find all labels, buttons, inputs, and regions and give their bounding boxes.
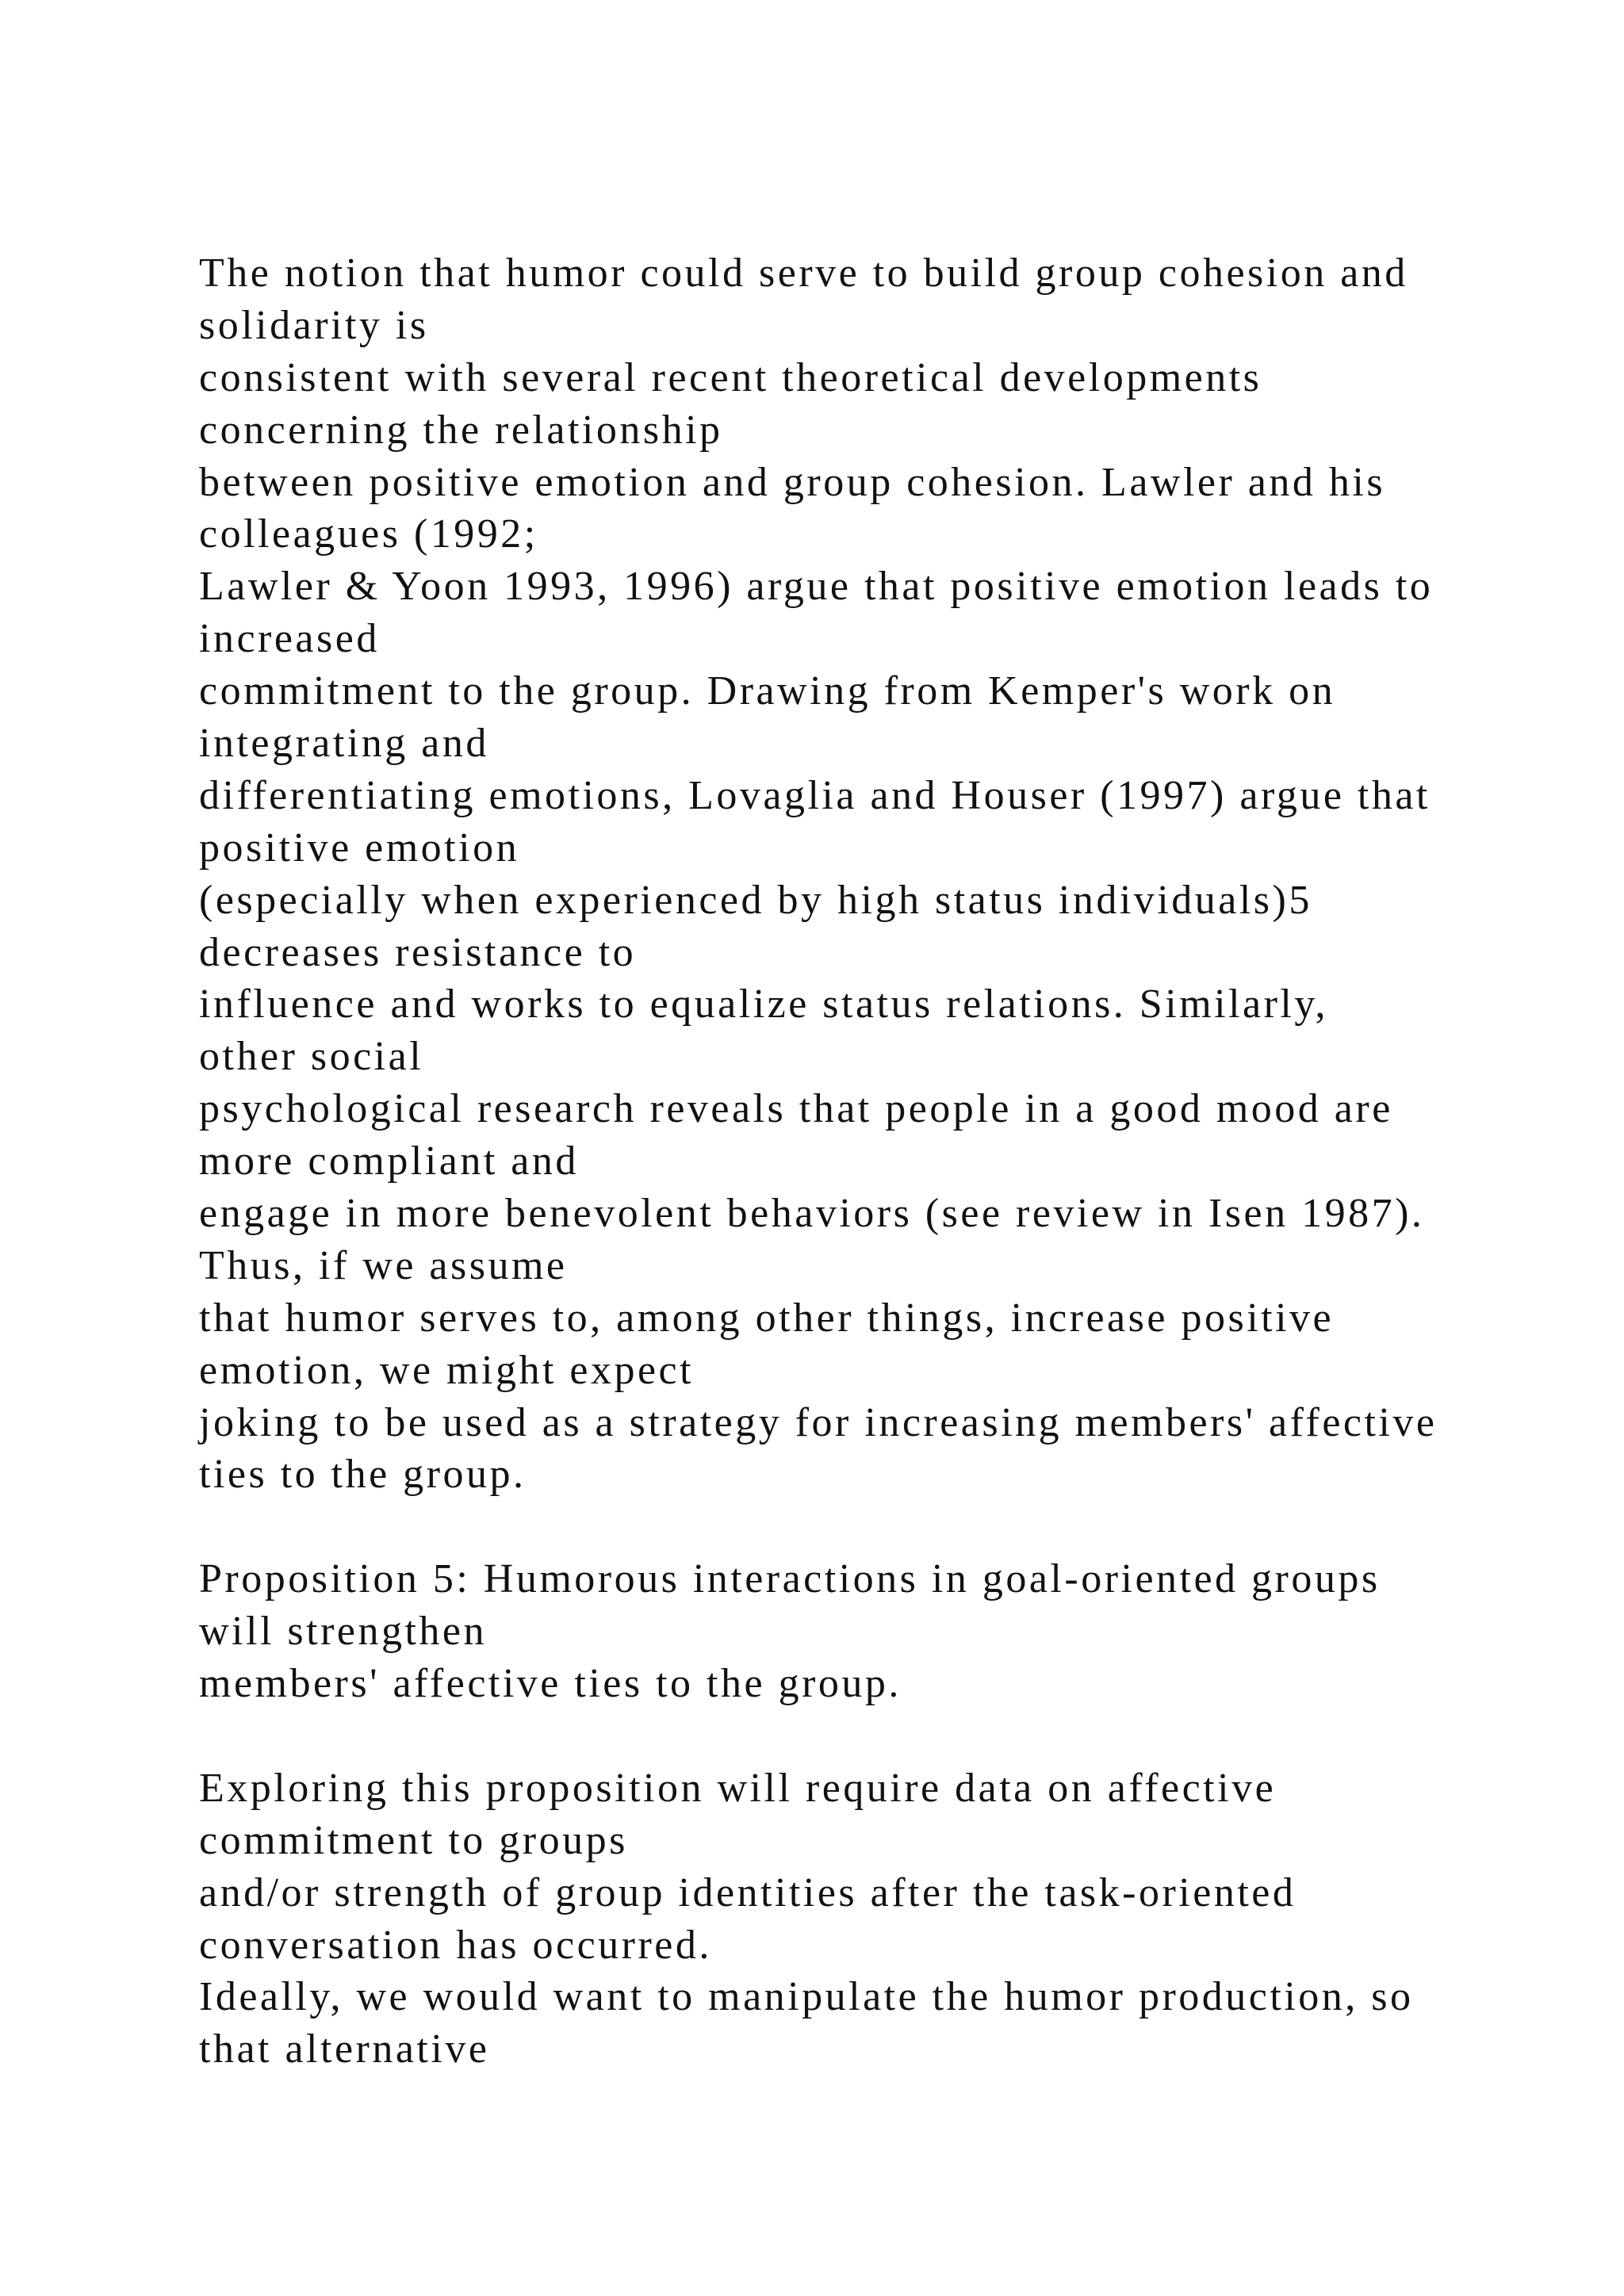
proposition-paragraph (199, 1553, 1547, 1710)
text-line: Lawler & Yoon 1993, 1996) argue that positive emotion leads to (199, 564, 1434, 610)
text-line: concerning the relationship (199, 407, 723, 453)
text-line: influence and works to equalize status relations. Similarly, (199, 982, 1328, 1027)
text-line: commitment to the group. Drawing from Kemper's work on (199, 668, 1336, 714)
text-line: increased (199, 616, 380, 662)
body-text (199, 247, 1547, 2128)
paragraph (199, 247, 1547, 1501)
text-line: other social (199, 1034, 424, 1080)
text-line: Thus, if we assume (199, 1242, 568, 1288)
text-line: engage in more benevolent behaviors (see review in Isen 1987). (199, 1191, 1425, 1237)
text-line: Proposition 5: Humorous interactions in goal-oriented groups (199, 1556, 1381, 1602)
text-line: that alternative (199, 2026, 490, 2072)
text-line: and/or strength of group identities after the task-oriented (199, 1869, 1297, 1915)
text-line: differentiating emotions, Lovaglia and Houser (1997) argue that (199, 772, 1431, 818)
text-line: The notion that humor could serve to build group cohesion and (199, 251, 1408, 296)
text-line: decreases resistance to (199, 929, 637, 975)
text-line: that humor serves to, among other things, increase positive (199, 1295, 1335, 1341)
paragraph (199, 1762, 1547, 2076)
text-line: between positive emotion and group cohesion. Lawler and his (199, 459, 1386, 505)
text-line: ties to the group. (199, 1452, 527, 1498)
text-line: (especially when experienced by high status individuals)5 (199, 877, 1312, 923)
text-line: positive emotion (199, 825, 520, 871)
text-line: consistent with several recent theoretical developments (199, 354, 1262, 400)
text-line: psychological research reveals that people in a good mood are (199, 1086, 1393, 1132)
text-line: more compliant and (199, 1138, 579, 1184)
text-line: Ideally, we would want to manipulate the humor production, so (199, 1974, 1414, 2020)
text-line: solidarity is (199, 302, 429, 348)
text-line: integrating and (199, 721, 489, 767)
text-line: commitment to groups (199, 1817, 628, 1863)
text-line: members' affective ties to the group. (199, 1661, 902, 1707)
text-line: conversation has occurred. (199, 1922, 712, 1968)
text-line: will strengthen (199, 1609, 488, 1655)
text-line: Exploring this proposition will require data on affective (199, 1765, 1277, 1811)
text-line: colleagues (1992; (199, 511, 538, 557)
text-line: emotion, we might expect (199, 1347, 695, 1393)
text-line: joking to be used as a strategy for increasing members' affective (199, 1399, 1438, 1445)
